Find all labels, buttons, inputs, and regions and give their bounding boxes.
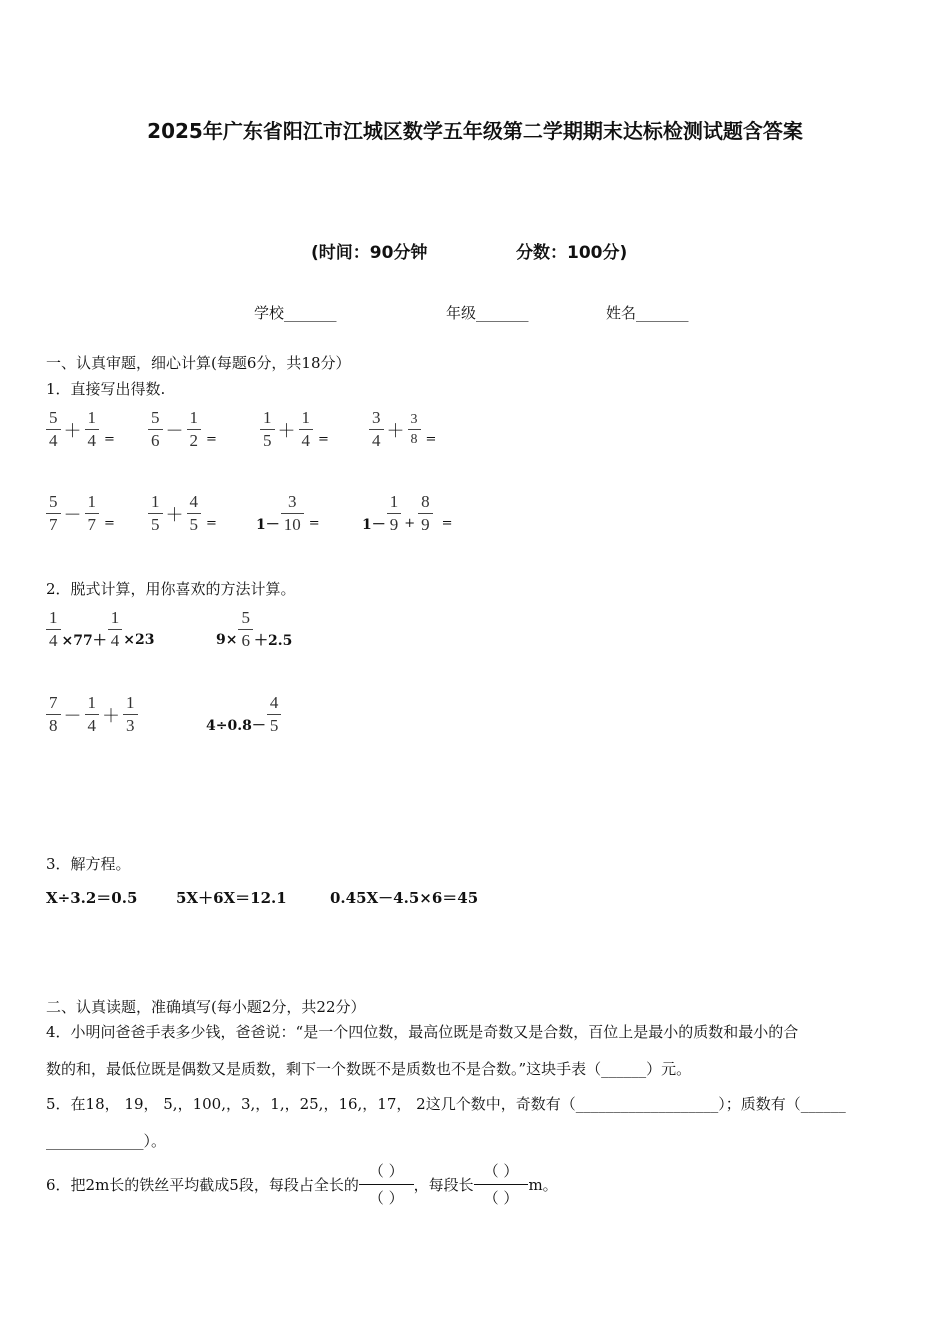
q1-item-1: $\frac{5}{4}$ ＋ $\frac{1}{4}$ $_=$ [45,408,115,451]
q1-label: 1．直接写出得数. [46,380,166,398]
grade-field: 年级_______ [446,304,529,322]
q1-item-4: $\frac{3}{4}$ ＋ $\frac{3}{8}$ $_=$ [368,408,436,451]
q2-expr-3: $\frac{7}{8}$ － $\frac{1}{4}$ ＋ $\frac{1}{3}$ [45,693,139,736]
q6-prefix: 6．把2m长的铁丝平均截成5段，每段占全长的 [46,1176,359,1194]
q1-item-3: $\frac{1}{5}$ ＋ $\frac{1}{4}$ $_=$ [259,408,329,451]
q4-line-2: 数的和，最低位既是偶数又是质数，剩下一个数既不是质数也不是合数。”这块手表（______）元。 [46,1060,692,1078]
q6-middle: ，每段长 [413,1176,474,1194]
q6-fraction-blank-1: $\frac{( )}{( )}$ [359,1158,414,1211]
section2-heading: 二、认真读题，准确填写(每小题2分，共22分） [46,998,366,1016]
q3-label: 3．解方程。 [46,855,131,873]
q6-suffix: m。 [528,1176,558,1194]
q4-line-1: 4．小明问爸爸手表多少钱，爸爸说：“是一个四位数，最高位既是奇数又是合数，百位上是最小的质数和最小的合 [46,1023,799,1041]
q5-line-2: _____________）。 [46,1132,167,1150]
q5-line-1: 5．在18， 19， 5,，100,，3,，1,，25,，16,，17， 2这几个数中，奇数有（___________________）；质数有（______ [46,1095,846,1113]
school-field: 学校_______ [254,304,337,322]
section1-heading: 一、认真审题，细心计算(每题6分，共18分） [46,354,351,372]
q6-line [46,1158,558,1211]
name-field: 姓名_______ [606,304,689,322]
score-info: 分数：100分) [516,243,628,263]
q1-item-6: $\frac{1}{5}$ ＋ $\frac{4}{5}$ $_=$ [147,492,217,535]
q1-item-8: 1－ $\frac{1}{9}$ $_+$ $\frac{8}{9}$ $_=$ [362,492,453,534]
time-info: (时间：90分钟 [311,243,428,263]
q3-equation-3: 0.45X－4.5×6＝45 [330,889,479,907]
q2-expr-2: 9× $\frac{5}{6}$ ＋2.5 [216,608,293,650]
q1-item-7: 1－ $\frac{3}{10}$ $_=$ [256,492,320,534]
q1-item-5: $\frac{5}{7}$ － $\frac{1}{7}$ $_=$ [45,492,115,535]
q2-expr-1: $\frac{1}{4}$ ×77＋ $\frac{1}{4}$ ×23 [45,608,154,651]
page-title: 2025年广东省阳江市江城区数学五年级第二学期期末达标检测试题含答案 [147,119,803,143]
q3-equation-2: 5X＋6X＝12.1 [176,889,287,907]
q2-expr-4: 4÷0.8－ $\frac{4}{5}$ [206,693,282,736]
q2-label: 2．脱式计算，用你喜欢的方法计算。 [46,580,296,598]
q1-item-2: $\frac{5}{6}$ － $\frac{1}{2}$ $_=$ [147,408,217,451]
q6-fraction-blank-2: $\frac{( )}{( )}$ [474,1158,529,1211]
q3-equation-1: X÷3.2＝0.5 [46,889,138,907]
